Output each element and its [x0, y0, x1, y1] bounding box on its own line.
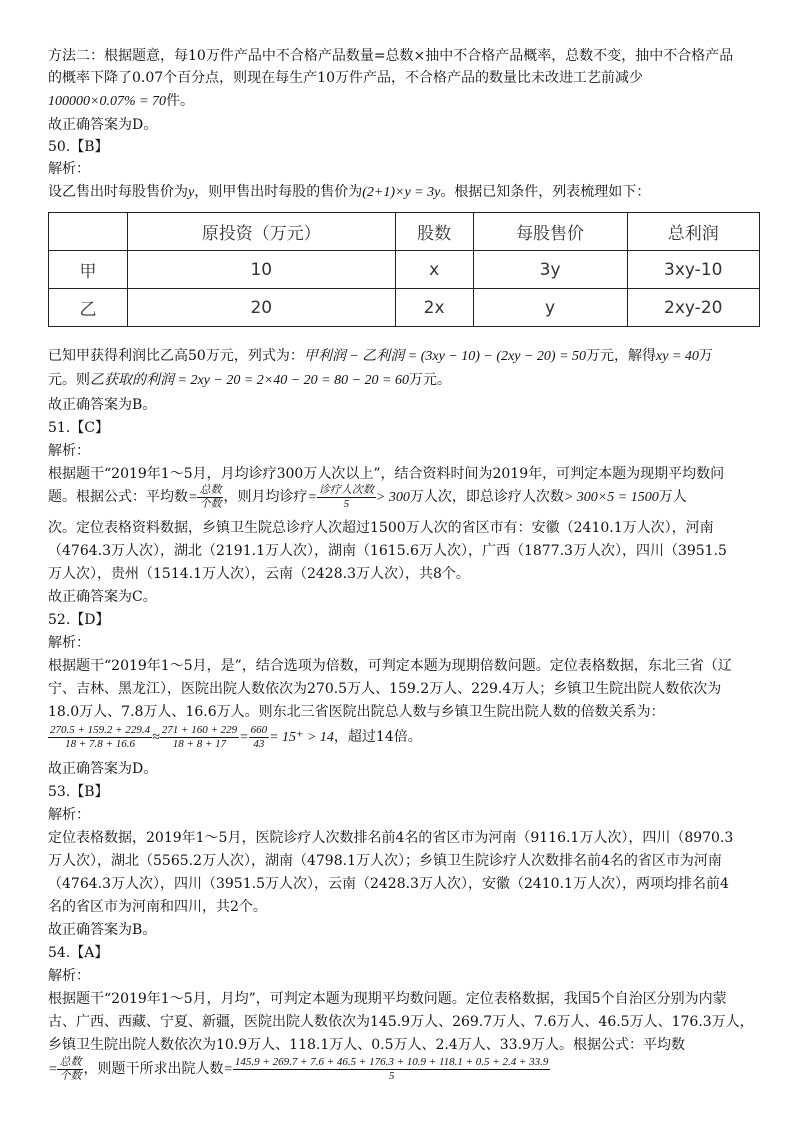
- analysis-label: 解析：: [48, 443, 90, 459]
- text-line: 已知甲获得利润比乙高50万元，列式为：甲利润 − 乙利润 = (3xy − 10) − (2xy − 20) = 50万元，解得xy = 40万: [48, 348, 713, 364]
- table-cell: 3y: [473, 251, 627, 289]
- analysis-label: 解析：: [48, 635, 90, 651]
- formula-fraction: 145.9 + 269.7 + 7.6 + 46.5 + 176.3 + 10.9 + 118.1 + 0.5 + 2.4 + 33.9 5: [234, 1055, 549, 1082]
- text-line: 18.0万人、7.8万人、16.6万人。则东北三省医院出院总人数与乡镇卫生院出院人数的倍数关系为：: [48, 704, 665, 720]
- text-line: = $\frac{\text{总数}}{\text{个数}}$ ，则题干所求出院人数= 145.9 + 269.7 + 7.6 + 46.5 + 176.3 + 10.9 + 118.1 + 0.5 + 2.4 + 33.9 5: [48, 1055, 549, 1082]
- table-header-cell: 原投资（万元）: [128, 213, 396, 251]
- text-line: 根据题干“2019年1～5月，月均诊疗300万人次以上”，结合资料时间为2019年，可判定本题为现期平均数问: [48, 466, 725, 482]
- table-header-cell: 每股售价: [473, 213, 627, 251]
- table-cell: 2xy-20: [627, 289, 760, 327]
- table-cell: 3xy-10: [627, 251, 760, 289]
- question-number: 51.【C】: [48, 420, 109, 436]
- answer-line: 故正确答案为B。: [48, 397, 157, 413]
- table-cell: 甲: [49, 251, 128, 289]
- analysis-label: 解析：: [48, 161, 90, 177]
- text-line: 宁、吉林、黑龙江），医院出院人数依次为270.5万人、159.2万人、229.4万人；乡镇卫生院出院人数依次为: [48, 681, 722, 697]
- table-row: [49, 251, 760, 289]
- formula-fraction: $\frac{\text{总数}}{\text{个数}}$: [199, 483, 222, 510]
- table-cell: x: [395, 251, 473, 289]
- question-number: 54.【A】: [48, 945, 109, 961]
- answer-line: 故正确答案为C。: [48, 589, 157, 605]
- text-line: 题。根据公式：平均数= $\frac{\text{总数}}{\text{个数}}$ ，则月均诊疗= $\frac{\text{诊疗人次数}}{5}$ > 300万人次，即总诊疗人次数> 300×5 = 1500万人: [48, 483, 687, 510]
- text-line: （4764.3万人次），湖北（2191.1万人次），湖南（1615.6万人次），广西（1877.3万人次），四川（3951.5: [48, 543, 727, 559]
- formula: > 300×5 = 1500: [563, 490, 659, 505]
- table-cell: y: [473, 289, 627, 327]
- table-header-cell: [49, 213, 128, 251]
- table-header-cell: 总利润: [627, 213, 760, 251]
- formula: 100000×0.07% = 70: [48, 94, 167, 109]
- table-header-row: [49, 213, 760, 251]
- table-cell: 10: [128, 251, 396, 289]
- text-line: 万人次），贵州（1514.1万人次），云南（2428.3万人次），共8个。: [48, 566, 470, 582]
- analysis-label: 解析：: [48, 968, 90, 984]
- table-header-cell: 股数: [395, 213, 473, 251]
- formula-fraction: $\frac{270.5 + 159.2 + 229.4}{18 + 7.8 + 16.6}$: [50, 723, 151, 750]
- text-line: 100000×0.07% = 70件。: [48, 93, 195, 109]
- text-line: 的概率下降了0.07个百分点，则现在每生产10万件产品，不合格产品的数量比未改进工艺前减少: [48, 70, 643, 86]
- text-line: 名的省区市为河南和四川，共2个。: [48, 899, 267, 915]
- formula-fraction: $\frac{660}{43}$: [250, 723, 268, 750]
- table-cell: 2x: [395, 289, 473, 327]
- table-cell: 20: [128, 289, 396, 327]
- formula: xy = 40: [656, 349, 699, 364]
- table-cell: 乙: [49, 289, 128, 327]
- text-line: 根据题干“2019年1～5月，月均”，可判定本题为现期平均数问题。定位表格数据，我国5个自治区分别为内蒙: [48, 991, 727, 1007]
- question-number: 52.【D】: [48, 612, 110, 628]
- text-line: 方法二：根据题意，每10万件产品中不合格产品数量=总数×抽中不合格产品概率，总数不变，抽中不合格产品: [48, 48, 734, 64]
- data-table: [48, 212, 760, 327]
- analysis-label: 解析：: [48, 807, 90, 823]
- text-line: 乡镇卫生院出院人数依次为10.9万人、118.1万人、0.5万人、2.4万人、33.9万人。根据公式：平均数: [48, 1037, 685, 1053]
- text-line: $\frac{270.5 + 159.2 + 229.4}{18 + 7.8 + 16.6}$ ≈ $\frac{271 + 160 + 229}{18 + 8 + 17}$ = $\frac{660}{43}$ = 15⁺ > 14，超过14倍。: [50, 723, 422, 750]
- question-number: 53.【B】: [48, 784, 109, 800]
- table-row: [49, 289, 760, 327]
- answer-line: 故正确答案为D。: [48, 761, 158, 777]
- text-line: 次。定位表格资料数据，乡镇卫生院总诊疗人次超过1500万人次的省区市有：安徽（2410.1万人次），河南: [48, 520, 714, 536]
- text-line: 古、广西、西藏、宁夏、新疆，医院出院人数依次为145.9万人、269.7万人、7.6万人、46.5万人、176.3万人，: [48, 1014, 754, 1030]
- formula-fraction: $\frac{271 + 160 + 229}{18 + 8 + 17}$: [161, 723, 238, 750]
- text-line: （4764.3万人次），四川（3951.5万人次），云南（2428.3万人次），安徽（2410.1万人次），两项均排名前4: [48, 876, 729, 892]
- text-line: 万人次），湖北（5565.2万人次），湖南（4798.1万人次）；乡镇卫生院诊疗人次数排名前4名的省区市为河南: [48, 853, 722, 869]
- answer-line: 故正确答案为B。: [48, 922, 157, 938]
- text-line: 元。则乙获取的利润 = 2xy − 20 = 2×40 − 20 = 80 − 20 = 60万元。: [48, 372, 452, 388]
- formula: (2+1)×y = 3y: [362, 185, 441, 200]
- formula: 甲利润 − 乙利润 = (3xy − 10) − (2xy − 20) = 50: [303, 349, 587, 364]
- text-line: 设乙售出时每股售价为y，则甲售出时每股的售价为(2+1)×y = 3y。根据已知条件，列表梳理如下：: [48, 184, 651, 200]
- answer-line: 故正确答案为D。: [48, 117, 158, 133]
- formula-fraction: $\frac{\text{总数}}{\text{个数}}$: [59, 1055, 82, 1082]
- formula-fraction: $\frac{\text{诊疗人次数}}{5}$: [318, 483, 374, 510]
- text-line: 定位表格数据，2019年1～5月，医院诊疗人次数排名前4名的省区市为河南（9116.1万人次），四川（8970.3: [48, 830, 734, 846]
- formula: 乙获取的利润 = 2xy − 20 = 2×40 − 20 = 80 − 20 = 60: [90, 373, 410, 388]
- text-line: 根据题干“2019年1～5月，是”，结合选项为倍数，可判定本题为现期倍数问题。定位表格数据，东北三省（辽: [48, 658, 732, 674]
- question-number: 50.【B】: [48, 139, 109, 155]
